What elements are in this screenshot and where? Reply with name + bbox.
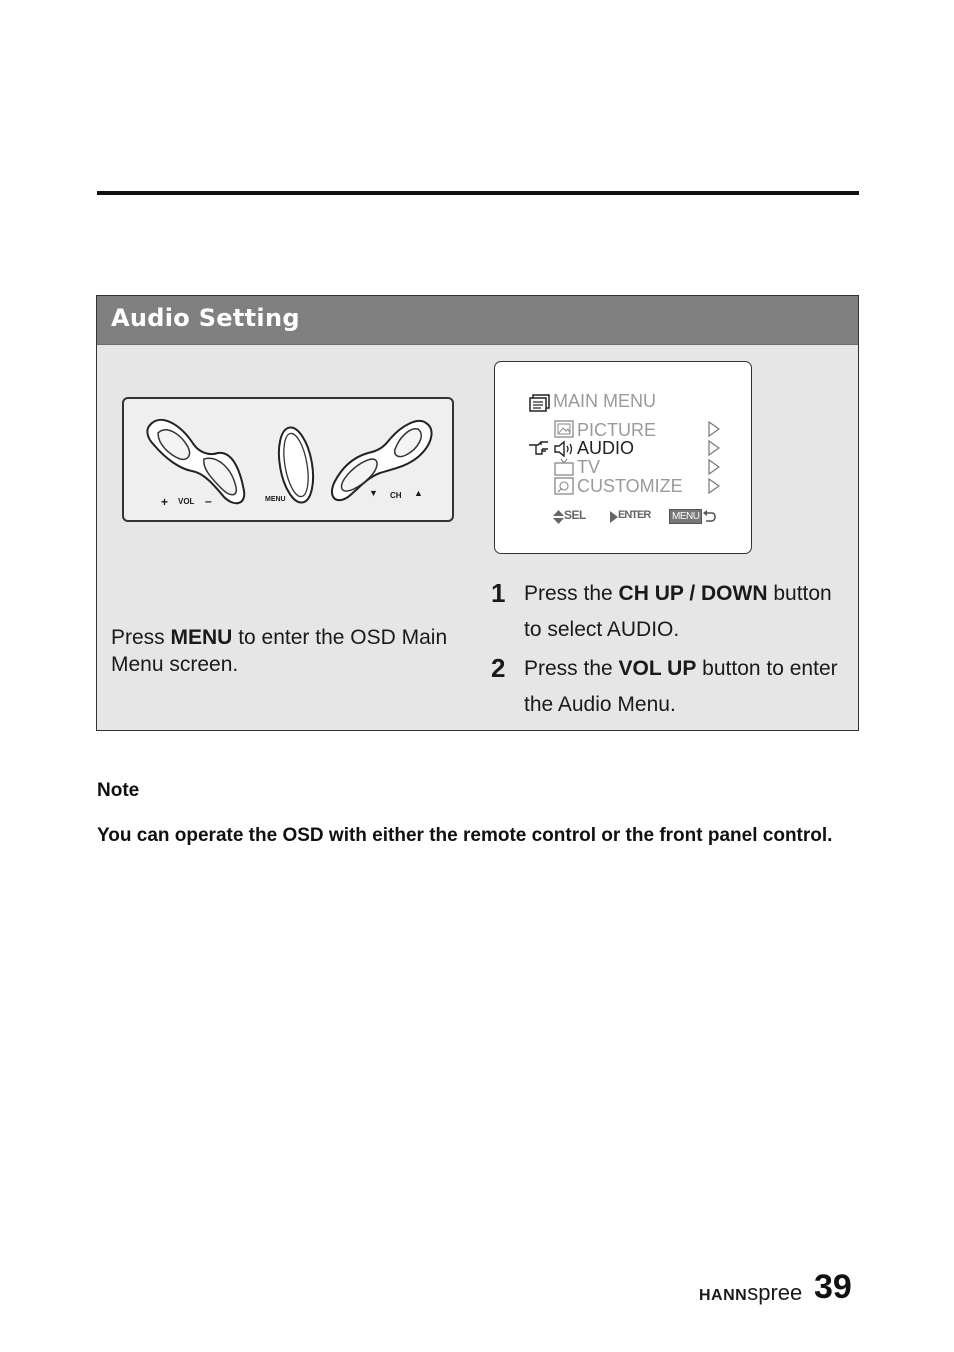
osd-item-picture: PICTURE xyxy=(577,420,657,440)
osd-item-tv: TV xyxy=(577,457,601,477)
up-down-arrow-icon xyxy=(553,510,564,524)
ch-label: CH xyxy=(390,491,402,500)
ch-down-label: ▼ xyxy=(369,488,378,498)
arrow-right-icon xyxy=(708,459,720,475)
page-number: 39 xyxy=(814,1268,852,1306)
menu-label: MENU xyxy=(265,496,286,503)
arrow-right-icon xyxy=(708,478,720,494)
play-arrow-icon xyxy=(610,511,618,523)
note-title: Note xyxy=(97,780,140,801)
vol-minus-label: – xyxy=(205,494,212,508)
step-key: VOL UP xyxy=(618,657,697,680)
arrow-right-icon xyxy=(708,421,720,437)
note-text: You can operate the OSD with either the remote control or the front panel control. xyxy=(97,825,833,846)
step-text-part: Press the xyxy=(524,657,619,680)
vol-plus-label: + xyxy=(161,495,169,509)
step-text-part: button to enter the Audio Menu. xyxy=(524,657,838,716)
tv-icon xyxy=(554,458,574,476)
vol-label: VOL xyxy=(178,497,195,506)
step-number: 2 xyxy=(491,653,506,683)
top-rule xyxy=(97,191,859,195)
osd-item-customize: CUSTOMIZE xyxy=(577,476,683,496)
customize-icon xyxy=(554,477,574,495)
section-title: Audio Setting xyxy=(111,304,300,332)
osd-hint-enter: ENTER xyxy=(618,509,651,521)
audio-setting-panel xyxy=(96,295,859,731)
step-text-part: button to select AUDIO. xyxy=(524,582,832,641)
arrow-right-icon xyxy=(708,440,720,456)
osd-main-menu xyxy=(494,361,752,554)
menu-instruction xyxy=(111,624,456,678)
instruction-text: to enter the OSD Main Menu screen. xyxy=(111,626,448,676)
osd-item-audio: AUDIO xyxy=(577,438,635,458)
step-text-part: Press the xyxy=(524,582,619,605)
hand-pointer-icon xyxy=(528,440,550,456)
osd-hint-sel: SEL xyxy=(564,508,586,522)
step-key: CH UP / DOWN xyxy=(618,582,768,605)
vol-rocker-icon xyxy=(147,420,244,503)
step-text xyxy=(524,651,844,723)
brand-thin: spree xyxy=(747,1280,803,1305)
panel-header xyxy=(97,296,858,345)
ch-up-label: ▲ xyxy=(414,488,423,498)
instruction-text: Press xyxy=(111,626,171,649)
brand-logo xyxy=(699,1280,802,1306)
menu-book-icon xyxy=(529,394,551,412)
return-arrow-icon xyxy=(702,510,716,523)
instruction-key: MENU xyxy=(170,626,233,649)
brand-bold: HANN xyxy=(699,1287,748,1304)
menu-button-icon xyxy=(274,425,319,505)
front-panel-buttons-drawing xyxy=(122,397,454,522)
step-number: 1 xyxy=(491,578,506,608)
picture-icon xyxy=(554,420,574,438)
osd-title: MAIN MENU xyxy=(553,391,656,411)
step-text xyxy=(524,576,844,648)
front-panel-illustration xyxy=(122,397,454,522)
speaker-icon xyxy=(553,440,575,458)
osd-hint-menu: MENU xyxy=(669,509,702,524)
